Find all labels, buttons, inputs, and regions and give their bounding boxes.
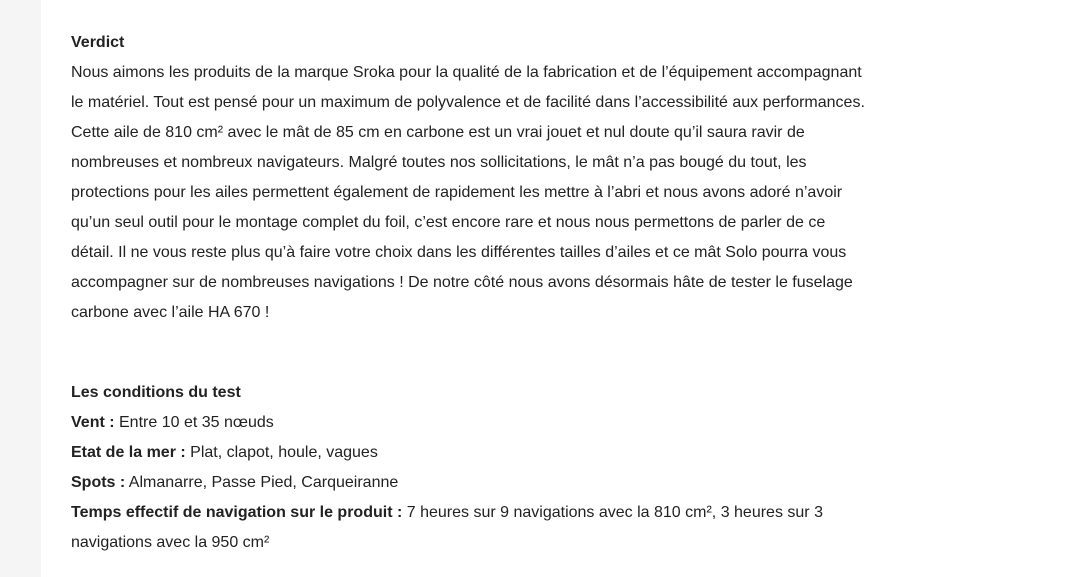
condition-value: Entre 10 et 35 nœuds xyxy=(114,414,274,431)
condition-value: Almanarre, Passe Pied, Carqueiranne xyxy=(125,474,399,491)
condition-label: Etat de la mer : xyxy=(71,444,186,461)
left-margin-rail xyxy=(0,0,41,577)
condition-wind xyxy=(71,408,871,438)
verdict-heading: Verdict xyxy=(71,34,125,51)
conditions-heading: Les conditions du test xyxy=(71,384,241,401)
condition-label: Temps effectif de navigation sur le produit : xyxy=(71,504,403,521)
condition-sea-state xyxy=(71,438,871,468)
condition-navigation-time xyxy=(71,498,871,558)
condition-spots xyxy=(71,468,871,498)
condition-value: Plat, clapot, houle, vagues xyxy=(185,444,378,461)
condition-label: Vent : xyxy=(71,414,115,431)
section-spacer xyxy=(71,328,871,378)
verdict-paragraph: Nous aimons les produits de la marque Sroka pour la qualité de la fabrication et de l’équipement accompagnant le matériel. Tout est pensé pour un maximum de polyvalence et de facilité dans l’accessibilité aux performances. Cette aile de 810 cm² avec le mât de 85 cm en carbone est un vrai jouet et nul doute qu’il saura ravir de nombreuses et nombreux navigateurs. Malgré toutes nos sollicitations, le mât n’a pas bougé du tout, les protections pour les ailes permettent également de rapidement les mettre à l’abri et nous avons adoré n’avoir qu’un seul outil pour le montage complet du foil, c’est encore rare et nous nous permettons de parler de ce détail. Il ne vous reste plus qu’à faire votre choix dans les différentes tailles d’ailes et ce mât Solo pourra vous accompagner sur de nombreuses navigations ! De notre côté nous avons désormais hâte de tester le fuselage carbone avec l’aile HA 670 ! xyxy=(71,64,865,321)
condition-label: Spots : xyxy=(71,474,126,491)
condition-value: 7 heures sur 9 navigations avec la 810 cm², 3 heures sur 3 navigations avec la 950 cm² xyxy=(71,504,823,551)
article-content xyxy=(71,28,871,558)
